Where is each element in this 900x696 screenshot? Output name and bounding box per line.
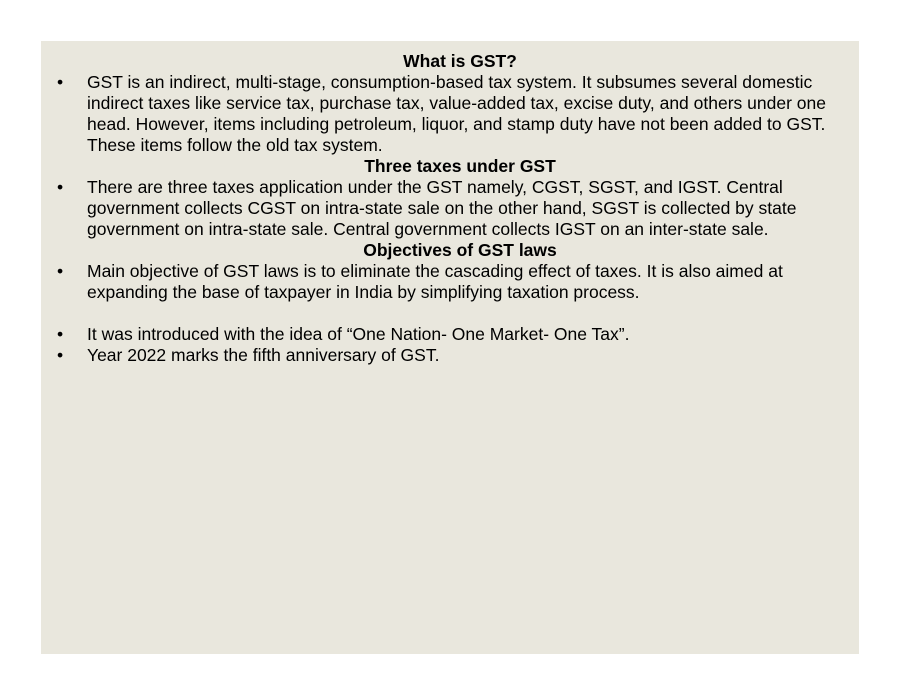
- slide-content: [55, 51, 845, 366]
- bullet-point: •: [57, 72, 64, 92]
- bullet-text: GST is an indirect, multi-stage, consumption-based tax system. It subsumes several domestic indirect taxes like service tax, purchase tax, value-added tax, excise duty, and others under one head. However, items including petroleum, liquor, and stamp duty have not been added to GST. These items follow the old tax system.: [87, 72, 826, 155]
- heading-objectives: Objectives of GST laws: [363, 240, 557, 260]
- bullet-point: •: [57, 177, 64, 197]
- slide: [41, 41, 859, 654]
- bullet-item: [55, 177, 845, 240]
- bullet-text: It was introduced with the idea of “One Nation- One Market- One Tax”.: [87, 324, 630, 344]
- bullet-text: Year 2022 marks the fifth anniversary of GST.: [87, 345, 440, 365]
- bullet-text: Main objective of GST laws is to eliminate the cascading effect of taxes. It is also aimed at expanding the base of taxpayer in India by simplifying taxation process.: [87, 261, 783, 302]
- bullet-text: There are three taxes application under the GST namely, CGST, SGST, and IGST. Central government collects CGST on intra-state sale on the other hand, SGST is collected by state government on intra-state sale. Central government collects IGST on an inter-state sale.: [87, 177, 797, 239]
- bullet-item: [55, 261, 845, 303]
- bullet-point: •: [57, 345, 64, 365]
- bullet-item: [55, 72, 845, 156]
- heading-what-is-gst: What is GST?: [403, 51, 517, 71]
- heading-three-taxes: Three taxes under GST: [364, 156, 556, 176]
- bullet-item: [55, 324, 845, 345]
- bullet-point: •: [57, 324, 64, 344]
- spacer: [55, 303, 845, 324]
- bullet-point: •: [57, 261, 64, 281]
- bullet-item: [55, 345, 845, 366]
